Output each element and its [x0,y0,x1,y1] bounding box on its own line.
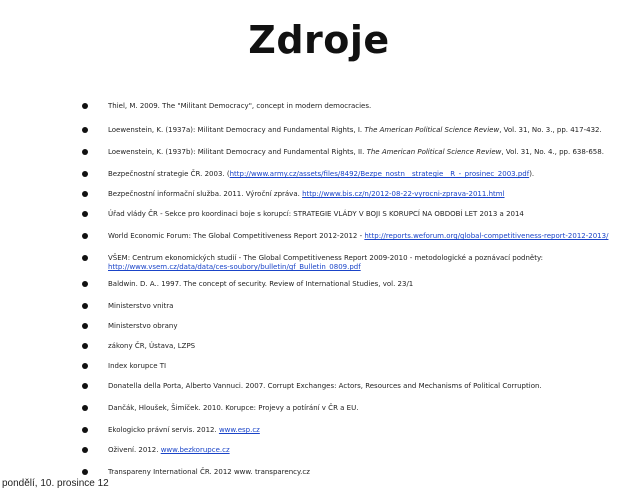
bullet-icon [82,103,88,109]
reference-item [108,382,623,391]
reference-item [108,302,623,311]
reference-item [108,342,623,351]
bullet-icon [82,171,88,177]
reference-text: Bezpečnostní informační služba. 2011. Výroční zpráva. [108,190,303,198]
bullet-icon [82,405,88,411]
bullet-icon [82,211,88,217]
bullet-icon [82,427,88,433]
reference-item [108,426,623,435]
reference-text: Donatella della Porta, Alberto Vannuci. 2007. Corrupt Exchanges: Actors, Resources and Mechanisms of Political Corruption. [108,382,542,390]
reference-text: Baldwin. D. A.. 1997. The concept of security. Review of International Studies, vol. 23/1 [108,280,414,288]
slide-title: Zdroje [248,18,390,62]
reference-text: zákony ČR, Ústava, LZPS [108,342,196,350]
bullet-icon [82,127,88,133]
reference-text: Oživení. 2012. [108,446,161,454]
reference-text: VŠEM: Centrum ekonomických studií - The Global Competitiveness Report 2009-2010 - metodologické a poznávací podněty: [108,254,543,262]
bullet-icon [82,447,88,453]
reference-text-tail: , Vol. 31, No. 4., pp. 638-658. [501,148,604,156]
reference-link[interactable]: http://reports.weforum.org/global-competitiveness-report-2012-2013/ [364,232,609,240]
reference-text: Transpareny International ČR. 2012 www. transparency.cz [108,468,310,476]
reference-text: Ministerstvo vnitra [108,302,174,310]
journal-title: The American Political Science Review [364,126,500,134]
reference-link[interactable]: http://www.bis.cz/n/2012-08-22-vyrocni-zprava-2011.html [302,190,505,198]
bullet-icon [82,149,88,155]
reference-item [108,102,623,111]
reference-item [108,280,623,289]
bullet-icon [82,191,88,197]
bullet-icon [82,469,88,475]
reference-link[interactable]: http://www.army.cz/assets/files/8492/Bezpe_nostn__strategie__R_-_prosinec_2003.pdf [229,170,530,178]
reference-link[interactable]: www.bezkorupce.cz [160,446,230,454]
reference-text: Úřad vlády ČR - Sekce pro koordinaci boje s korupcí: STRATEGIE VLÁDY V BOJI S KORUPCÍ NA OBDOBÍ LET 2013 a 2014 [108,210,524,218]
footer-date: pondělí, 10. prosince 12 [2,478,109,489]
bullet-icon [82,323,88,329]
reference-text-tail: ). [529,170,535,178]
bullet-icon [82,363,88,369]
reference-item [108,322,623,331]
reference-link[interactable]: www.esp.cz [218,426,260,434]
reference-text: Thiel, M. 2009. The "Militant Democracy", concept in modern democracies. [108,102,372,110]
reference-item [108,468,623,477]
reference-item [108,126,623,135]
bullet-icon [82,383,88,389]
bullet-icon [82,303,88,309]
reference-link[interactable]: http://www.vsem.cz/data/data/ces-soubory/bulletin/gf_Bulletin_0809.pdf [108,263,361,271]
reference-text: Ekologicko právní servis. 2012. [108,426,219,434]
reference-text: Index korupce TI [108,362,167,370]
bullet-icon [82,343,88,349]
reference-item [108,254,623,272]
reference-text-tail: , Vol. 31, No. 3., pp. 417-432. [499,126,602,134]
reference-item [108,362,623,371]
reference-text: Loewenstein, K. (1937a): Militant Democracy and Fundamental Rights, I. [108,126,365,134]
reference-item [108,148,623,157]
reference-item [108,210,623,219]
bullet-icon [82,255,88,261]
bullet-icon [82,281,88,287]
reference-text: Ministerstvo obrany [108,322,178,330]
bullet-icon [82,233,88,239]
reference-text: Bezpečnostní strategie ČR. 2003. ( [108,170,230,178]
reference-item [108,190,623,199]
reference-item [108,232,623,241]
reference-item [108,170,623,179]
journal-title: The American Political Science Review [366,148,502,156]
reference-text: Loewenstein, K. (1937b): Militant Democracy and Fundamental Rights, II. [108,148,367,156]
reference-text: World Economic Forum: The Global Competitiveness Report 2012-2012 - [108,232,365,240]
reference-item [108,404,623,413]
reference-item [108,446,623,455]
reference-text: Dančák, Hloušek, Šimíček. 2010. Korupce: Projevy a potírání v ČR a EU. [108,404,359,412]
